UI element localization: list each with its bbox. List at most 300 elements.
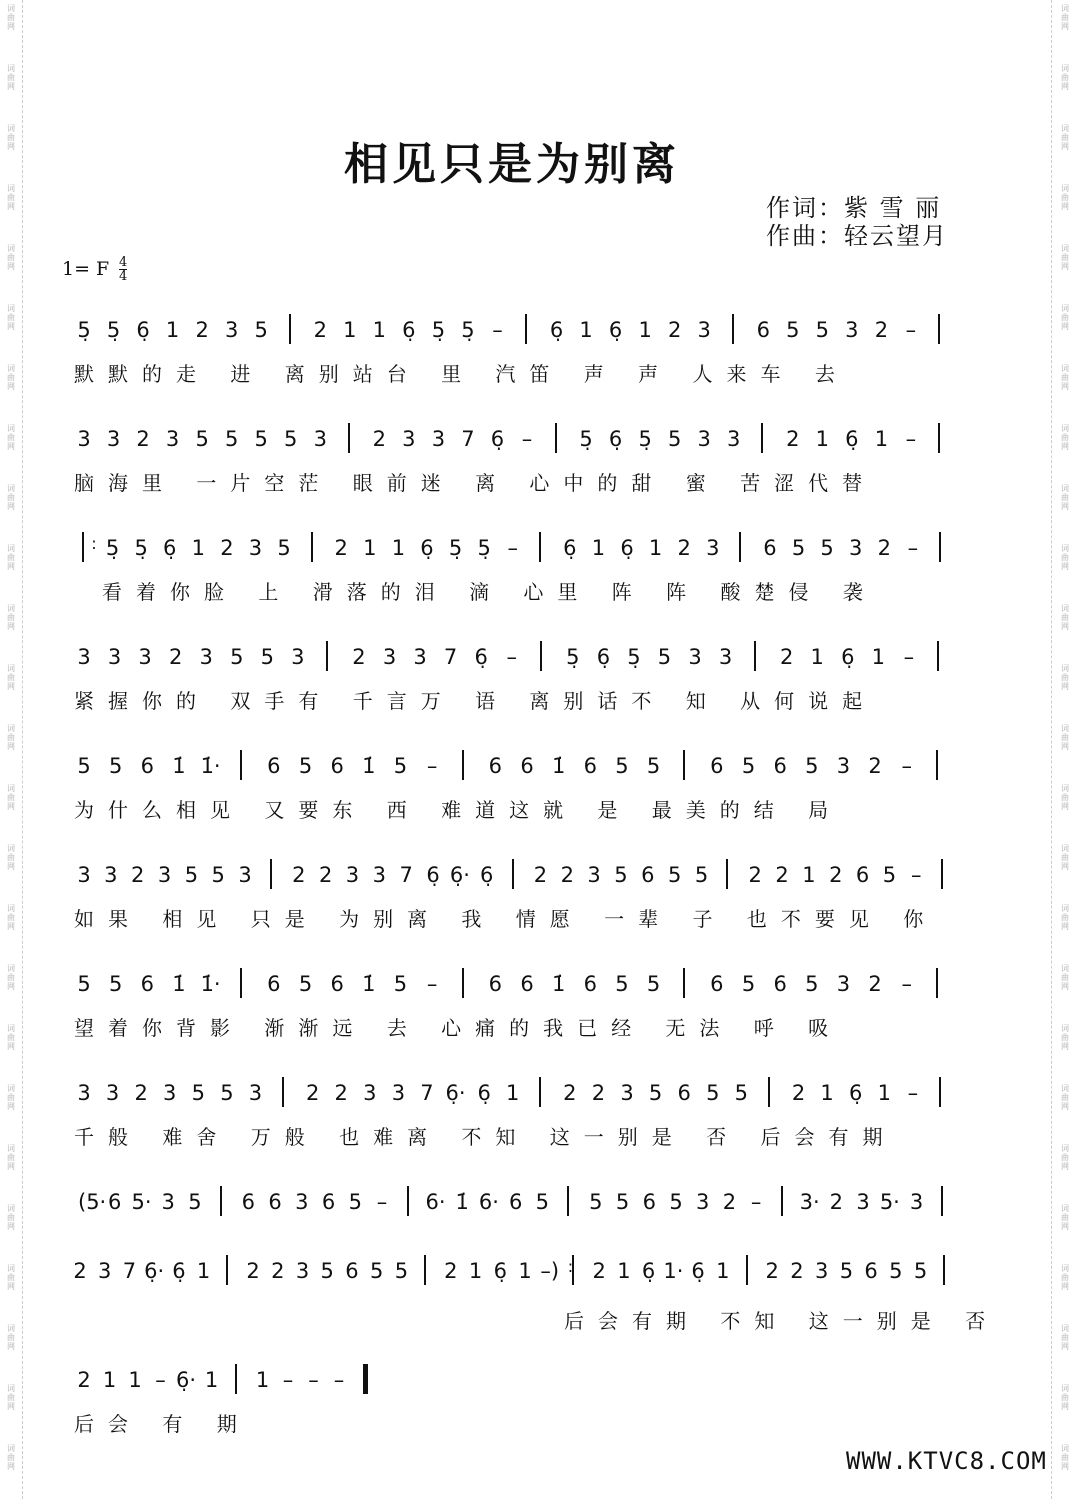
note-numeral: 5 bbox=[260, 645, 274, 669]
note-numeral: 6̣ bbox=[608, 427, 623, 451]
note-numeral: 5 bbox=[220, 1081, 234, 1105]
note-numeral: 1 bbox=[802, 863, 816, 887]
note-numeral: 3 bbox=[107, 645, 122, 669]
note-numeral: 6̣ bbox=[420, 536, 434, 560]
note-numeral: 7 bbox=[461, 427, 475, 451]
note-numeral: 2 bbox=[334, 536, 348, 560]
note-numeral: 6 bbox=[583, 972, 597, 996]
bar-line bbox=[220, 1186, 222, 1216]
note-numeral: 6̣ bbox=[596, 645, 611, 669]
note-numeral: 6 bbox=[710, 972, 724, 996]
note-numeral: 3 bbox=[98, 1259, 112, 1283]
bar-line bbox=[732, 314, 734, 344]
note-numeral: 5̣ bbox=[579, 427, 593, 451]
watermark-text: 词 曲 网 bbox=[7, 1144, 15, 1171]
lyrics-line: 千般 难舍 万般 也难离 不知 这一别是 否 后会有期 bbox=[74, 1125, 897, 1149]
time-signature bbox=[119, 256, 127, 283]
note-numeral: 6̣ bbox=[848, 1081, 863, 1105]
lyrics-line: 后会 有 期 bbox=[74, 1412, 251, 1436]
note-numeral: 6 bbox=[241, 1190, 256, 1214]
note-numeral: 6 bbox=[520, 754, 534, 778]
note-numeral: – bbox=[901, 754, 912, 778]
watermark-text: 词 曲 网 bbox=[1061, 364, 1069, 391]
watermark-text: 词 曲 网 bbox=[7, 1264, 15, 1291]
watermark-text: 词 曲 网 bbox=[7, 364, 15, 391]
note-numeral: 1̇ bbox=[551, 972, 566, 996]
note-numeral: 6· bbox=[478, 1190, 499, 1214]
note-numeral: 2 bbox=[868, 972, 882, 996]
note-numeral: 1̇· bbox=[200, 754, 221, 778]
note-numeral: 6 bbox=[773, 972, 787, 996]
note-numeral: 6̣ bbox=[480, 863, 494, 887]
note-numeral: 2 bbox=[790, 1259, 804, 1283]
note-numeral: 5 bbox=[254, 427, 268, 451]
note-numeral: – bbox=[903, 645, 915, 669]
note-numeral: – bbox=[426, 754, 438, 778]
note-numeral: 1 bbox=[191, 536, 205, 560]
note-numeral: 5 bbox=[224, 427, 239, 451]
note-numeral: –) bbox=[540, 1259, 560, 1283]
note-numeral: 1 bbox=[128, 1368, 142, 1392]
note-numeral: 6 bbox=[267, 754, 281, 778]
note-numeral: 2 bbox=[77, 1368, 91, 1392]
watermark-text: 词 曲 网 bbox=[1061, 784, 1069, 811]
note-numeral: 3 bbox=[391, 1081, 406, 1105]
watermark-text: 词 曲 网 bbox=[1061, 184, 1069, 211]
lyrics-line: 望着你背影 渐渐远 去 心痛的我已经 无法 呼 吸 bbox=[74, 1016, 843, 1040]
bar-line bbox=[936, 750, 938, 780]
note-numeral: 3 bbox=[238, 863, 252, 887]
note-numeral: 3 bbox=[697, 318, 711, 342]
score-system bbox=[0, 318, 1074, 438]
score-system bbox=[0, 1259, 1074, 1379]
bar-line bbox=[941, 859, 943, 889]
bar-line bbox=[939, 532, 941, 562]
watermark-text: 词 曲 网 bbox=[7, 784, 15, 811]
note-numeral: 2 bbox=[372, 427, 387, 451]
lyrics-line: 默默的走 进 离别站台 里 汽笛 声 声 人来车 去 bbox=[74, 362, 849, 386]
note-numeral: 5̣ bbox=[638, 427, 652, 451]
note-numeral: 6̣ bbox=[563, 536, 577, 560]
bar-line bbox=[326, 641, 328, 671]
note-numeral: 3 bbox=[291, 645, 305, 669]
note-numeral: 6 bbox=[642, 1190, 656, 1214]
note-numeral: 3 bbox=[706, 536, 720, 560]
note-numeral: 1· bbox=[663, 1259, 684, 1283]
note-numeral: 6 bbox=[508, 1190, 523, 1214]
time-signature-top: 4 bbox=[119, 255, 128, 270]
note-numeral: 5 bbox=[589, 1190, 603, 1214]
song-title: 相见只是为别离 bbox=[344, 139, 680, 190]
note-numeral: 5 bbox=[184, 863, 199, 887]
note-numeral: – bbox=[308, 1368, 319, 1392]
note-numeral: 5 bbox=[348, 1190, 362, 1214]
note-numeral: 6 bbox=[488, 972, 503, 996]
note-numeral: 6̣ bbox=[136, 318, 150, 342]
watermark-text: 词 曲 网 bbox=[1061, 1444, 1069, 1471]
note-numeral: 7 bbox=[443, 645, 458, 669]
note-numeral: 2 bbox=[791, 1081, 806, 1105]
note-numeral: 5 bbox=[667, 427, 682, 451]
note-numeral: 1 bbox=[372, 318, 387, 342]
note-numeral: 3 bbox=[313, 427, 327, 451]
note-numeral: 3 bbox=[345, 863, 360, 887]
note-numeral: 3 bbox=[77, 645, 91, 669]
note-numeral: 3 bbox=[620, 1081, 634, 1105]
bar-line bbox=[726, 859, 728, 889]
watermark-text: 词 曲 网 bbox=[1061, 1384, 1069, 1411]
watermark-text: 词 曲 网 bbox=[1061, 4, 1069, 31]
note-numeral: 3 bbox=[413, 645, 427, 669]
note-numeral: – bbox=[282, 1368, 294, 1392]
bar-line bbox=[539, 532, 541, 562]
note-numeral: 5 bbox=[657, 645, 672, 669]
bar-line bbox=[937, 641, 939, 671]
note-numeral: 1 bbox=[871, 645, 886, 669]
note-numeral: 2 bbox=[786, 427, 800, 451]
note-numeral: 6 bbox=[677, 1081, 691, 1105]
note-numeral: 2 bbox=[318, 863, 333, 887]
note-numeral: 3 bbox=[431, 427, 446, 451]
watermark-text: 词 曲 网 bbox=[7, 424, 15, 451]
note-numeral: 3 bbox=[224, 318, 239, 342]
note-numeral: 5 bbox=[254, 318, 268, 342]
note-numeral: 1 bbox=[506, 1081, 520, 1105]
bar-line bbox=[938, 314, 940, 344]
note-numeral: 5 bbox=[741, 754, 756, 778]
note-numeral: 6 bbox=[763, 536, 777, 560]
note-numeral: 5 bbox=[614, 863, 628, 887]
note-numeral: 1 bbox=[579, 318, 593, 342]
bar-line bbox=[938, 423, 940, 453]
note-numeral: 5̣ bbox=[477, 536, 491, 560]
bar-line bbox=[270, 859, 272, 889]
note-numeral: 1 bbox=[102, 1368, 117, 1392]
note-numeral: 3 bbox=[836, 754, 851, 778]
bar-line bbox=[540, 641, 542, 671]
note-numeral: 6 bbox=[864, 1259, 878, 1283]
note-numeral: 5 bbox=[369, 1259, 384, 1283]
note-numeral: 3 bbox=[105, 1081, 120, 1105]
note-numeral: 5 bbox=[393, 754, 408, 778]
note-numeral: 3 bbox=[688, 645, 702, 669]
score-system bbox=[0, 972, 1074, 1092]
note-numeral: – bbox=[426, 972, 438, 996]
bar-line bbox=[683, 968, 685, 998]
lyricist-credit: 作词：紫 雪 丽 bbox=[766, 194, 942, 222]
note-numeral: 2 bbox=[874, 318, 889, 342]
bar-line bbox=[282, 1077, 284, 1107]
lyrics-line: 看着你脸 上 滑落的泪 滴 心里 阵 阵 酸楚侵 袭 bbox=[102, 580, 877, 604]
watermark-text: 词 曲 网 bbox=[7, 1084, 15, 1111]
note-numeral: 3 bbox=[106, 427, 121, 451]
note-numeral: – bbox=[333, 1368, 345, 1392]
note-numeral: 5 bbox=[646, 754, 661, 778]
watermark-text: 词 曲 网 bbox=[7, 184, 15, 211]
note-numeral: 3 bbox=[372, 863, 387, 887]
note-numeral: 7 bbox=[420, 1081, 434, 1105]
watermark-text: 词 曲 网 bbox=[7, 1444, 15, 1471]
note-numeral: 1 bbox=[255, 1368, 270, 1392]
note-numeral: 5 bbox=[615, 754, 629, 778]
note-numeral: 2 bbox=[334, 1081, 348, 1105]
bar-line bbox=[462, 968, 464, 998]
note-numeral: 2 bbox=[722, 1190, 737, 1214]
note-numeral: 6̣· bbox=[445, 1081, 466, 1105]
watermark-text: 词 曲 网 bbox=[1061, 724, 1069, 751]
watermark-text: 词 曲 网 bbox=[1061, 484, 1069, 511]
note-numeral: 6̣· bbox=[144, 1259, 165, 1283]
key-signature: 1= F bbox=[62, 258, 110, 280]
note-numeral: 3 bbox=[848, 536, 863, 560]
note-numeral: 6̣ bbox=[163, 536, 177, 560]
note-numeral: 6̣· bbox=[449, 863, 470, 887]
note-numeral: – bbox=[506, 645, 517, 669]
note-numeral: 3 bbox=[248, 536, 263, 560]
note-numeral: 5 bbox=[786, 318, 800, 342]
note-numeral: 3 bbox=[165, 427, 180, 451]
note-numeral: 1̇· bbox=[200, 972, 221, 996]
note-numeral: 5̣ bbox=[134, 536, 148, 560]
bar-line bbox=[683, 750, 685, 780]
bar-line bbox=[311, 532, 313, 562]
note-numeral: 6̣ bbox=[490, 427, 505, 451]
watermark-text: 词 曲 网 bbox=[1061, 1204, 1069, 1231]
note-numeral: 5 bbox=[284, 427, 298, 451]
note-numeral: 3 bbox=[77, 863, 91, 887]
note-numeral: 5 bbox=[535, 1190, 550, 1214]
note-numeral: 3 bbox=[727, 427, 741, 451]
note-numeral: 2 bbox=[220, 536, 234, 560]
watermark-text: 词 曲 网 bbox=[1061, 1084, 1069, 1111]
note-numeral: (5· bbox=[78, 1190, 107, 1214]
note-numeral: 6 bbox=[710, 754, 724, 778]
note-numeral: 5 bbox=[615, 972, 629, 996]
note-numeral: 3 bbox=[587, 863, 601, 887]
note-numeral: 2 bbox=[271, 1259, 285, 1283]
watermark-text: 词 曲 网 bbox=[7, 544, 15, 571]
note-numeral: 2 bbox=[877, 536, 891, 560]
note-numeral: 2 bbox=[352, 645, 366, 669]
note-numeral: 6̣ bbox=[691, 1259, 705, 1283]
bar-line bbox=[539, 1077, 541, 1107]
bar-line bbox=[348, 423, 350, 453]
note-numeral: 5 bbox=[108, 972, 123, 996]
note-numeral: – bbox=[901, 972, 912, 996]
watermark-text: 词 曲 网 bbox=[1061, 544, 1069, 571]
watermark-text: 词 曲 网 bbox=[1061, 604, 1069, 631]
note-numeral: 6 bbox=[756, 318, 770, 342]
note-numeral: 2 bbox=[136, 427, 150, 451]
score-system bbox=[0, 536, 1074, 656]
watermark-text: 词 曲 网 bbox=[1061, 1264, 1069, 1291]
note-numeral: 3 bbox=[382, 645, 397, 669]
bar-line bbox=[407, 1186, 409, 1216]
watermark-text: 词 曲 网 bbox=[1061, 304, 1069, 331]
note-numeral: 2 bbox=[829, 863, 843, 887]
bar-line bbox=[525, 314, 527, 344]
note-numeral: 2 bbox=[533, 863, 548, 887]
note-numeral: 6 bbox=[488, 754, 503, 778]
note-numeral: 6 bbox=[330, 972, 344, 996]
note-numeral: 6 bbox=[140, 972, 154, 996]
note-numeral: 1 bbox=[518, 1259, 532, 1283]
note-numeral: 2 bbox=[134, 1081, 148, 1105]
watermark-text: 词 曲 网 bbox=[7, 964, 15, 991]
score-system bbox=[0, 427, 1074, 547]
bar-line bbox=[943, 1255, 945, 1285]
note-numeral: 5 bbox=[667, 863, 682, 887]
note-numeral: 5 bbox=[108, 754, 123, 778]
bar-line bbox=[941, 1186, 943, 1216]
note-numeral: – bbox=[911, 863, 922, 887]
note-numeral: 2 bbox=[780, 645, 794, 669]
note-numeral: 5 bbox=[734, 1081, 749, 1105]
bar-line bbox=[226, 1255, 228, 1285]
note-numeral: 2 bbox=[748, 863, 762, 887]
watermark-text: 词 曲 网 bbox=[1061, 124, 1069, 151]
note-numeral: 3 bbox=[836, 972, 851, 996]
note-numeral: 5̣ bbox=[448, 536, 463, 560]
note-numeral: 1̇ bbox=[362, 972, 376, 996]
note-numeral: 1 bbox=[196, 1259, 211, 1283]
note-numeral: 3 bbox=[157, 863, 172, 887]
note-numeral: 1 bbox=[343, 318, 357, 342]
note-numeral: 2 bbox=[560, 863, 574, 887]
note-numeral: 3 bbox=[138, 645, 152, 669]
note-numeral: – bbox=[905, 427, 917, 451]
note-numeral: 5 bbox=[77, 754, 91, 778]
note-numeral: 3 bbox=[856, 1190, 870, 1214]
bar-line bbox=[761, 423, 763, 453]
note-numeral: 7 bbox=[122, 1259, 137, 1283]
note-numeral: 5 bbox=[839, 1259, 854, 1283]
note-numeral: 6· bbox=[425, 1190, 446, 1214]
note-numeral: 5 bbox=[211, 863, 225, 887]
watermark-text: 词 曲 网 bbox=[1061, 244, 1069, 271]
note-numeral: 5 bbox=[277, 536, 291, 560]
note-numeral: 3 bbox=[295, 1190, 309, 1214]
note-numeral: 6̣· bbox=[176, 1368, 197, 1392]
watermark-text: 词 曲 网 bbox=[1061, 1024, 1069, 1051]
note-numeral: 7 bbox=[399, 863, 413, 887]
bar-line bbox=[768, 1077, 770, 1107]
note-numeral: 1 bbox=[874, 427, 889, 451]
note-numeral: 6 bbox=[108, 1190, 122, 1214]
note-numeral: 3 bbox=[199, 645, 213, 669]
note-numeral: 6̣ bbox=[172, 1259, 186, 1283]
note-numeral: 5̣ bbox=[77, 318, 91, 342]
note-numeral: 5̣ bbox=[627, 645, 641, 669]
note-numeral: 5 bbox=[77, 972, 91, 996]
note-numeral: 3 bbox=[718, 645, 733, 669]
note-numeral: 6̣ bbox=[841, 645, 855, 669]
note-numeral: 6̣ bbox=[402, 318, 416, 342]
note-numeral: 1̇ bbox=[172, 754, 186, 778]
bar-line bbox=[936, 968, 938, 998]
note-numeral: 1 bbox=[204, 1368, 219, 1392]
watermark-text: 词 曲 网 bbox=[7, 1204, 15, 1231]
note-numeral: – bbox=[376, 1190, 388, 1214]
note-numeral: 5 bbox=[188, 1190, 202, 1214]
note-numeral: 6̣ bbox=[608, 318, 623, 342]
note-numeral: – bbox=[507, 536, 518, 560]
repeat-dots: : bbox=[91, 534, 97, 553]
note-numeral: 1 bbox=[591, 536, 606, 560]
watermark-text: 词 曲 网 bbox=[7, 844, 15, 871]
score-system bbox=[0, 645, 1074, 765]
note-numeral: 3· bbox=[799, 1190, 820, 1214]
note-numeral: – bbox=[907, 1081, 919, 1105]
watermark-text: 词 曲 网 bbox=[1061, 664, 1069, 691]
note-numeral: 3 bbox=[697, 427, 711, 451]
lyrics-line: 紧握你的 双手有 千言万 语 离别话不 知 从何说起 bbox=[74, 689, 877, 713]
note-numeral: 6 bbox=[140, 754, 154, 778]
note-numeral: 6 bbox=[855, 863, 870, 887]
bar-line bbox=[462, 750, 464, 780]
watermark-text: 词 曲 网 bbox=[7, 1024, 15, 1051]
note-numeral: 5 bbox=[694, 863, 709, 887]
lyrics-line: 为什么相见 又要东 西 难道这就 是 最美的结 局 bbox=[74, 798, 843, 822]
note-numeral: 3 bbox=[402, 427, 416, 451]
watermark-text: 词 曲 网 bbox=[7, 724, 15, 751]
note-numeral: 5 bbox=[394, 1259, 409, 1283]
note-numeral: 1̇ bbox=[455, 1190, 469, 1214]
note-numeral: 6 bbox=[773, 754, 787, 778]
note-numeral: – bbox=[907, 536, 919, 560]
bar-line bbox=[739, 532, 741, 562]
watermark-text: 词 曲 网 bbox=[7, 664, 15, 691]
note-numeral: 6̣ bbox=[426, 863, 440, 887]
note-numeral: 6 bbox=[641, 863, 655, 887]
note-numeral: 2 bbox=[131, 863, 145, 887]
watermark-text: 词 曲 网 bbox=[1061, 1324, 1069, 1351]
note-numeral: 5 bbox=[615, 1190, 630, 1214]
note-numeral: 6 bbox=[267, 972, 281, 996]
bar-line bbox=[555, 423, 557, 453]
watermark-text: 词 曲 网 bbox=[7, 124, 15, 151]
note-numeral: 2 bbox=[246, 1259, 260, 1283]
note-numeral: 1 bbox=[363, 536, 377, 560]
note-numeral: 5 bbox=[648, 1081, 663, 1105]
note-numeral: 1 bbox=[468, 1259, 483, 1283]
note-numeral: 1 bbox=[815, 427, 830, 451]
note-numeral: 6̣ bbox=[845, 427, 859, 451]
bar-line bbox=[363, 1364, 368, 1394]
note-numeral: 3 bbox=[248, 1081, 263, 1105]
lyrics-line: 后会有期 不知 这一别是 否 bbox=[564, 1309, 1000, 1333]
note-numeral: 1̇ bbox=[172, 972, 186, 996]
note-numeral: 5̣ bbox=[106, 318, 121, 342]
bar-line bbox=[746, 1255, 748, 1285]
note-numeral: 3 bbox=[163, 1081, 177, 1105]
note-numeral: 1 bbox=[638, 318, 652, 342]
bar-line bbox=[567, 1186, 569, 1216]
score-system bbox=[0, 754, 1074, 874]
note-numeral: 6̣ bbox=[620, 536, 634, 560]
note-numeral: 5 bbox=[805, 754, 819, 778]
watermark-text: 词 曲 网 bbox=[1061, 844, 1069, 871]
watermark-text: 词 曲 网 bbox=[7, 904, 15, 931]
score-system bbox=[0, 1081, 1074, 1201]
note-numeral: 5 bbox=[791, 536, 806, 560]
note-numeral: 5 bbox=[889, 1259, 903, 1283]
note-numeral: 3 bbox=[77, 1081, 91, 1105]
note-numeral: – bbox=[750, 1190, 762, 1214]
bar-line bbox=[512, 859, 514, 889]
note-numeral: 5 bbox=[230, 645, 244, 669]
lyrics-line: 如果 相见 只是 为别离 我 情愿 一辈 子 也不要见 你 bbox=[74, 907, 938, 931]
